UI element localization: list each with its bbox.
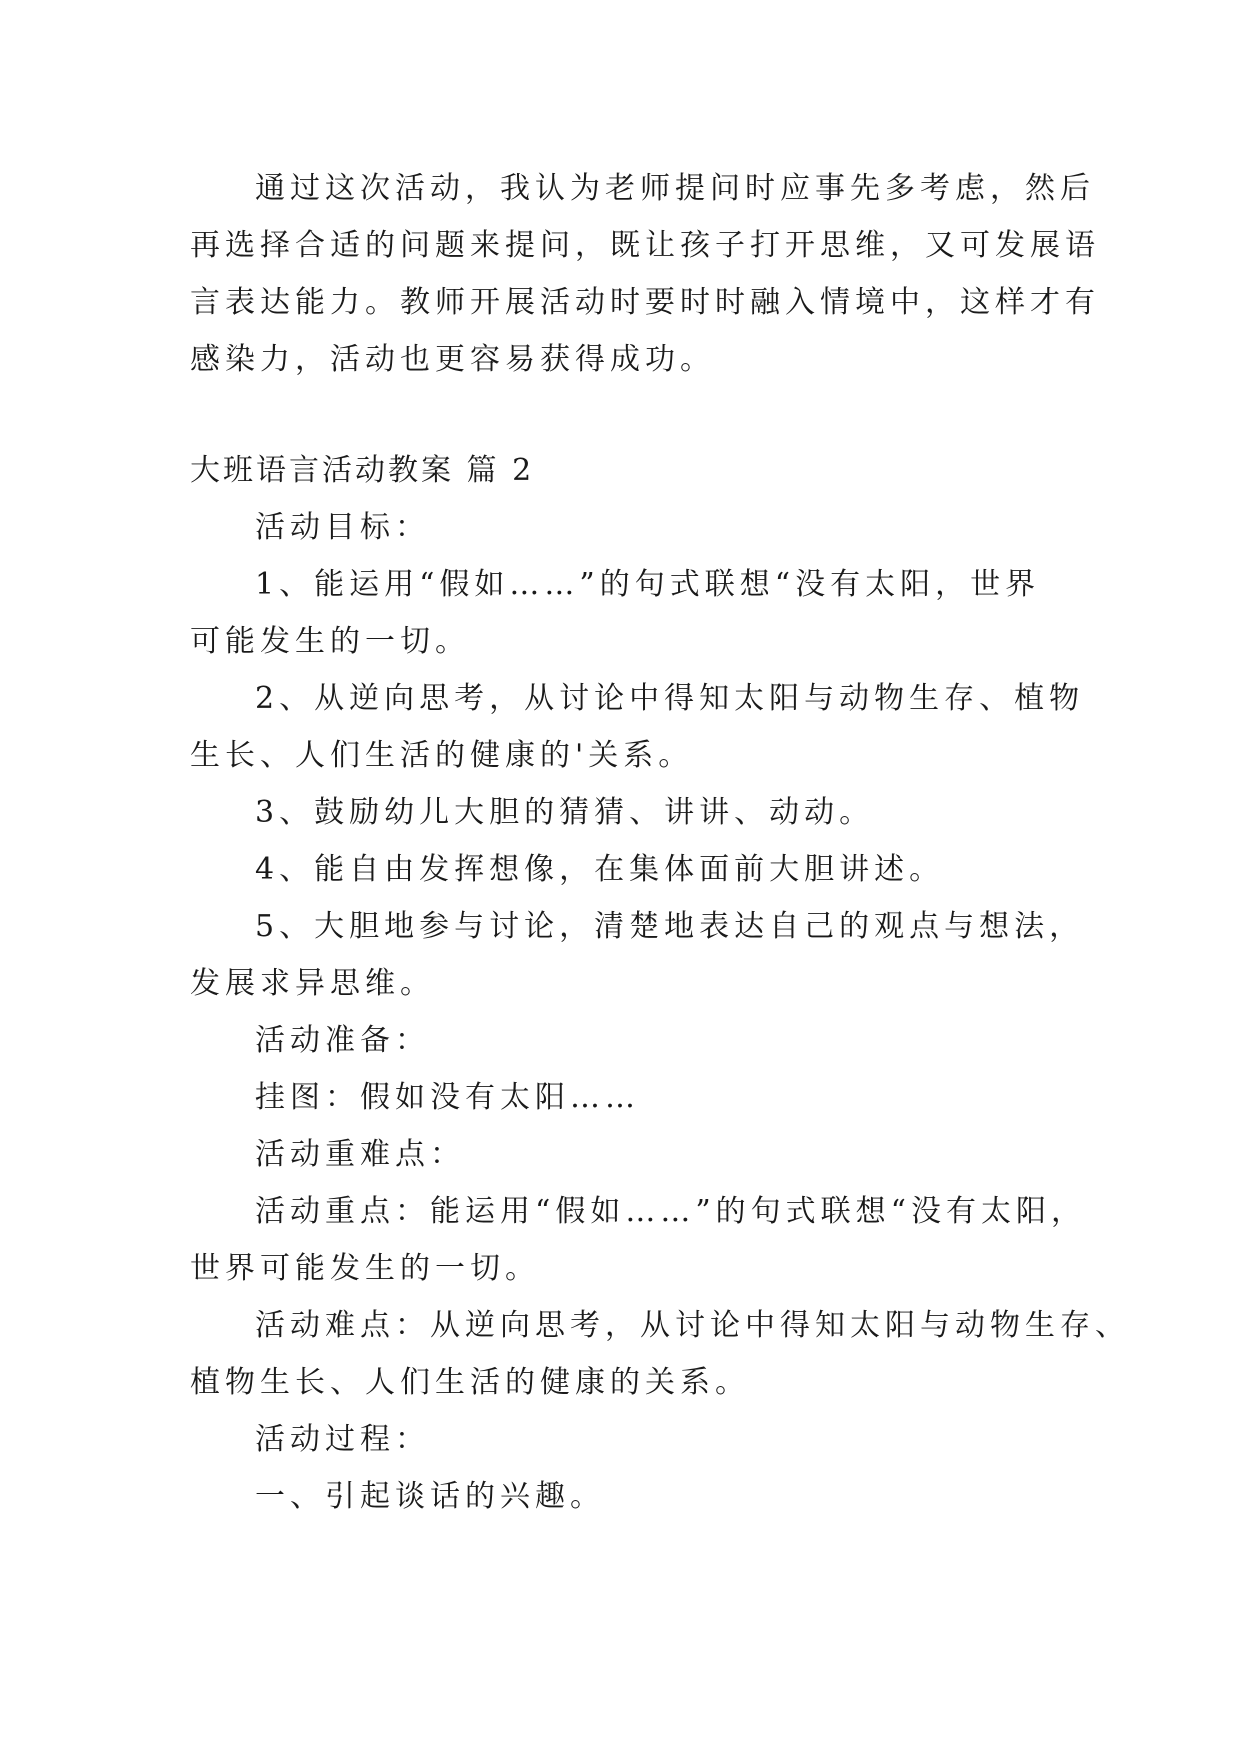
intro-line-3: 言表达能力。教师开展活动时要时时融入情境中，这样才有 xyxy=(190,285,1100,320)
process-label xyxy=(190,1411,1050,1468)
intro-line-2: 再选择合适的问题来提问，既让孩子打开思维，又可发展语 xyxy=(190,228,1100,263)
intro-line-4: 感染力，活动也更容易获得成功。 xyxy=(190,342,715,377)
difficulty-line-2: 植物生长、人们生活的健康的关系。 xyxy=(190,1365,750,1400)
goal-3-text: 3、鼓励幼儿大胆的猜猜、讲讲、动动。 xyxy=(255,795,875,830)
process-step-1-text: 一、引起谈话的兴趣。 xyxy=(255,1479,605,1514)
section-heading: 大班语言活动教案 篇 2 xyxy=(190,453,535,488)
goal-2 xyxy=(190,670,1085,784)
difficulty-paragraph xyxy=(190,1297,1130,1411)
process-label-text: 活动过程： xyxy=(255,1422,430,1457)
goal-2-line-1: 2、从逆向思考，从讨论中得知太阳与动物生存、植物 xyxy=(255,681,1085,716)
keypoints-label-text: 活动重难点： xyxy=(255,1137,465,1172)
prep-item-text: 挂图：假如没有太阳…… xyxy=(255,1080,640,1115)
goal-2-line-2: 生长、人们生活的健康的'关系。 xyxy=(190,738,694,773)
goal-3 xyxy=(190,784,1050,841)
goal-5-line-1: 5、大胆地参与讨论，清楚地表达自己的观点与想法， xyxy=(255,909,1085,944)
goal-4-text: 4、能自由发挥想像，在集体面前大胆讲述。 xyxy=(255,852,945,887)
goal-1-line-1: 1、能运用“假如……”的句式联想“没有太阳，世界 xyxy=(255,567,1041,602)
goal-1-line-2: 可能发生的一切。 xyxy=(190,624,470,659)
goal-4 xyxy=(190,841,1050,898)
document-body xyxy=(190,160,1130,1525)
process-step-1 xyxy=(190,1468,1050,1525)
goal-5-line-2: 发展求异思维。 xyxy=(190,966,435,1001)
goal-1 xyxy=(190,556,1050,670)
goal-5 xyxy=(190,898,1085,1012)
difficulty-line-1: 活动难点：从逆向思考，从讨论中得知太阳与动物生存、 xyxy=(255,1308,1130,1343)
goals-label xyxy=(190,499,1050,556)
prep-item xyxy=(190,1069,1050,1126)
goals-label-text: 活动目标： xyxy=(255,510,430,545)
prep-label-text: 活动准备： xyxy=(255,1023,430,1058)
focus-line-1: 活动重点：能运用“假如……”的句式联想“没有太阳， xyxy=(255,1194,1087,1229)
focus-line-2: 世界可能发生的一切。 xyxy=(190,1251,540,1286)
focus-paragraph xyxy=(190,1183,1087,1297)
prep-label xyxy=(190,1012,1050,1069)
intro-paragraph xyxy=(190,160,1100,388)
keypoints-label xyxy=(190,1126,1050,1183)
intro-line-1: 通过这次活动，我认为老师提问时应事先多考虑，然后 xyxy=(255,171,1095,206)
